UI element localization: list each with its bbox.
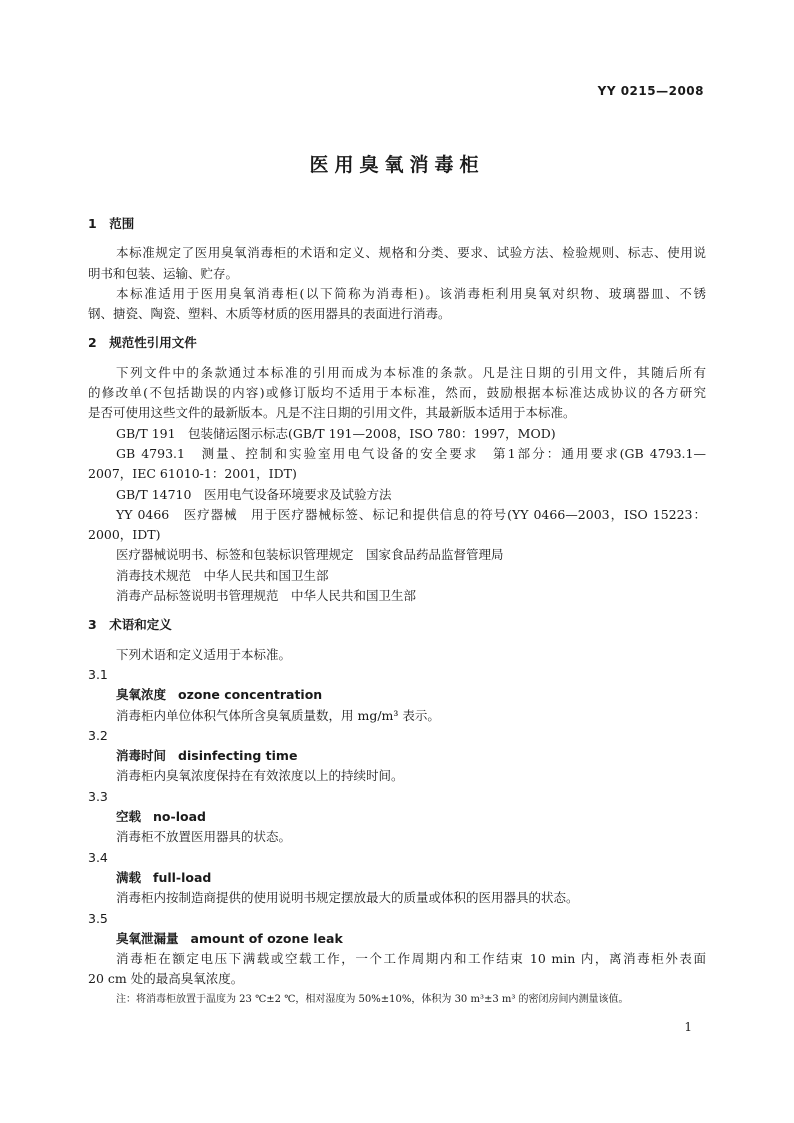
document-title: 医用臭氧消毒柜: [309, 154, 485, 176]
term-3-5-definition-line1: 消毒柜在额定电压下满载或空载工作，一个工作周期内和工作结束 10 min 内，离消毒柜外表面: [116, 951, 706, 967]
term-3-4-title: [88, 868, 706, 888]
term-3-4-cn: 满载: [116, 869, 142, 885]
term-3-1-definition: 消毒柜内单位体积气体所含臭氧质量数，用 mg/m³ 表示。: [116, 707, 440, 723]
section-1-p2-line1: 本标准适用于医用臭氧消毒柜(以下简称为消毒柜)。该消毒柜利用臭氧对织物、玻璃器皿、不锈: [116, 285, 706, 301]
section-1-heading: 1 范围: [88, 216, 135, 231]
term-3-4-number: 3.4: [88, 849, 108, 865]
ref-gbt14710: GB/T 14710 医用电气设备环境要求及试验方法: [116, 486, 392, 502]
term-3-1-title: [88, 685, 706, 705]
section-3-intro: 下列术语和定义适用于本标准。: [116, 646, 292, 662]
section-2-intro-line1: 下列文件中的条款通过本标准的引用而成为本标准的条款。凡是注日期的引用文件，其随后所有: [116, 364, 706, 380]
term-3-5-en: amount of ozone leak: [190, 930, 343, 946]
term-3-5-note: 注：将消毒柜放置于温度为 23 ℃±2 ℃，相对湿度为 50%±10%，体积为 30 m³±3 m³ 的密闭房间内测量该值。: [116, 993, 629, 1005]
term-3-1-cn: 臭氧浓度: [116, 687, 167, 703]
term-3-2-cn: 消毒时间: [116, 748, 167, 764]
section-1-p1-line2: 明书和包装、运输、贮存。: [88, 265, 239, 281]
section-3-heading: 3 术语和定义: [88, 617, 172, 633]
ref-gb4793-line1: GB 4793.1 测量、控制和实验室用电气设备的安全要求 第1部分：通用要求(GB 4793.1—: [116, 445, 706, 461]
ref-gbt191: GB/T 191 包装储运图示标志(GB/T 191—2008，ISO 780：1997，MOD): [116, 425, 556, 441]
ref-yy0466-line1: YY 0466 医疗器械 用于医疗器械标签、标记和提供信息的符号(YY 0466—2003，ISO 15223：: [116, 506, 706, 522]
section-1-p1-line1: 本标准规定了医用臭氧消毒柜的术语和定义、规格和分类、要求、试验方法、检验规则、标志、使用说: [116, 245, 706, 261]
term-3-5-definition-line2: 20 cm 处的最高臭氧浓度。: [88, 971, 244, 987]
term-3-4-definition: 消毒柜内按制造商提供的使用说明书规定摆放最大的质量或体积的医用器具的状态。: [116, 890, 579, 906]
term-3-1-en: ozone concentration: [178, 687, 323, 703]
page-number: 1: [684, 1020, 692, 1034]
section-1-p2-line2: 钢、搪瓷、陶瓷、塑料、木质等材质的医用器具的表面进行消毒。: [88, 306, 451, 322]
term-3-2-number: 3.2: [88, 727, 108, 743]
term-3-3-title: [88, 807, 706, 827]
section-2-intro-line3: 是否可使用这些文件的最新版本。凡是不注日期的引用文件，其最新版本适用于本标准。: [88, 405, 576, 421]
ref-product-label-spec: 消毒产品标签说明书管理规范 中华人民共和国卫生部: [116, 588, 417, 604]
term-3-5-title: [88, 929, 706, 949]
section-2-intro-line2: 的修改单(不包括勘误的内容)或修订版均不适用于本标准，然而，鼓励根据本标准达成协议的各方研究: [88, 385, 706, 401]
term-3-2-definition: 消毒柜内臭氧浓度保持在有效浓度以上的持续时间。: [116, 768, 404, 784]
section-2-heading: 2 规范性引用文件: [88, 335, 197, 351]
ref-yy0466-line2: 2000，IDT): [88, 527, 161, 543]
term-3-3-number: 3.3: [88, 788, 108, 804]
ref-disinfection-spec: 消毒技术规范 中华人民共和国卫生部: [116, 567, 329, 583]
standard-number: YY 0215—2008: [597, 84, 704, 98]
term-3-2-en: disinfecting time: [178, 748, 298, 764]
ref-label-regulation: 医疗器械说明书、标签和包装标识管理规定 国家食品药品监督管理局: [116, 547, 504, 563]
term-3-2-title: [88, 746, 706, 766]
term-3-3-en: no-load: [153, 809, 206, 825]
term-3-5-number: 3.5: [88, 910, 108, 926]
term-3-3-cn: 空载: [116, 809, 142, 825]
ref-gb4793-line2: 2007，IEC 61010-1：2001，IDT): [88, 466, 297, 482]
document-body: [88, 214, 706, 1010]
term-3-3-definition: 消毒柜不放置医用器具的状态。: [116, 829, 292, 845]
term-3-4-en: full-load: [153, 869, 212, 885]
term-3-5-cn: 臭氧泄漏量: [116, 930, 179, 946]
term-3-1-number: 3.1: [88, 666, 108, 682]
